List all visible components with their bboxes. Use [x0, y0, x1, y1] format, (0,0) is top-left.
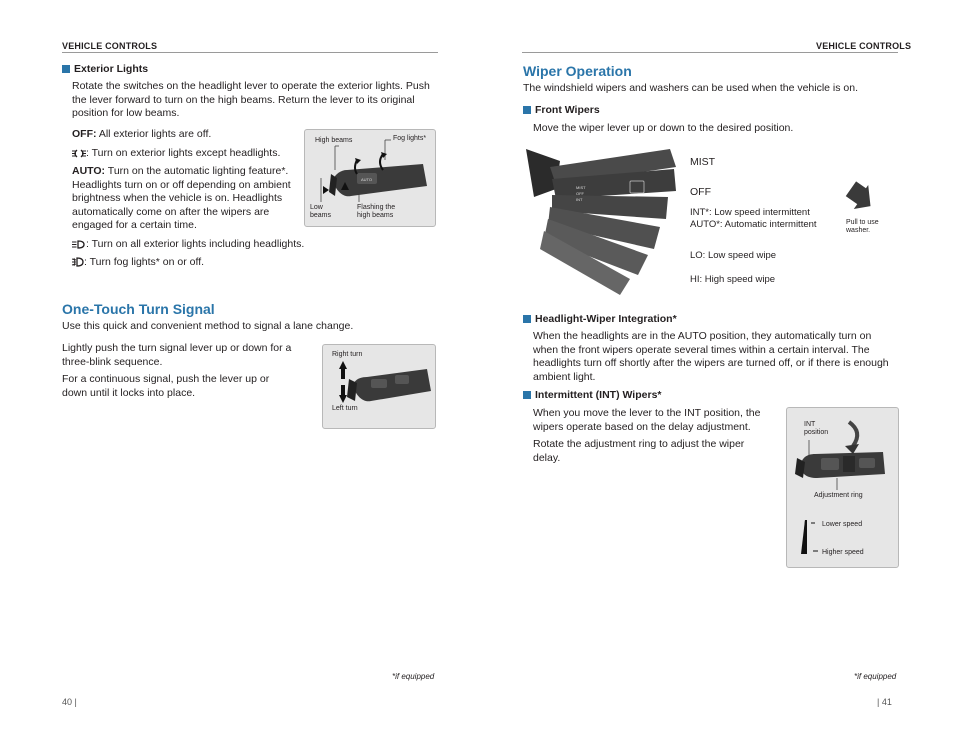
svg-text:OFF: OFF: [576, 191, 584, 196]
int-position-label: INT position: [804, 421, 829, 436]
fog-lights-description: : Turn fog lights* on or off.: [72, 256, 312, 270]
exterior-lights-heading: Exterior Lights: [62, 63, 148, 75]
svg-text:INT: INT: [576, 197, 583, 202]
footnote: *if equipped: [392, 672, 435, 681]
off-mode-label: OFF: [690, 186, 711, 198]
front-wipers-heading: Front Wipers: [523, 104, 600, 116]
exterior-lights-intro: Rotate the switches on the headlight lever to operate the exterior lights. Push the lever forward to turn on the high beams. Return the lever to its original position for low beams.: [72, 80, 430, 119]
low-beams-label: Low beams: [310, 204, 332, 219]
fog-light-icon: [72, 257, 84, 267]
turn-signal-figure: [322, 344, 436, 429]
intermittent-figure: [786, 407, 899, 568]
turn-signal-title: One-Touch Turn Signal: [62, 301, 215, 317]
adjustment-ring-illustration: [787, 408, 898, 567]
integration-heading: Headlight-Wiper Integration*: [523, 313, 677, 325]
auto-description: AUTO: Turn on the automatic lighting feature*. Headlights turn on or off depending on ambient brightness when the vehicle is on. Headlights automatically come on after the wipers are engaged for a certain time.: [72, 165, 291, 231]
mist-mode-label: MIST: [690, 156, 716, 168]
pull-arrow-icon: [846, 183, 876, 211]
section-bullet-icon: [62, 65, 70, 73]
left-turn-label: Left turn: [332, 405, 358, 412]
off-description: OFF: All exterior lights are off.: [72, 128, 212, 140]
page-header: VEHICLE CONTROLS: [62, 41, 158, 51]
headlight-lever-figure: [304, 129, 436, 227]
turn-signal-lever-illustration: [323, 345, 435, 428]
adjustment-ring-label: Adjustment ring: [814, 492, 863, 499]
wiper-operation-title: Wiper Operation: [523, 63, 632, 79]
headlight-icon: [72, 240, 86, 249]
integration-text: When the headlights are in the AUTO position, they automatically turn on when the front wipers operate several times within a certain interval. The headlights turn off shortly after the wipers are turned off, or if there is enough ambient light.: [533, 330, 889, 383]
headlight-lever-illustration: [305, 130, 435, 226]
int-mode-label: INT*: Low speed intermittent AUTO*: Automatic intermittent: [690, 207, 817, 230]
washer-label: Pull to use washer.: [846, 219, 879, 234]
intermittent-para2: Rotate the adjustment ring to adjust the wiper delay.: [533, 438, 745, 464]
turn-signal-intro: Use this quick and convenient method to signal a lane change.: [62, 320, 354, 332]
right-turn-label: Right turn: [332, 351, 363, 358]
footnote: *if equipped: [854, 672, 897, 681]
page-number: 40 |: [62, 697, 77, 707]
page-header: VEHICLE CONTROLS: [816, 41, 912, 51]
right-page: [480, 0, 960, 750]
headlights-description: : Turn on all exterior lights including headlights.: [72, 238, 312, 252]
flashing-high-beams-label: Flashing the high beams: [357, 204, 396, 219]
hi-mode-label: HI: High speed wipe: [690, 274, 776, 285]
page-number: | 41: [877, 697, 892, 707]
fog-lights-label: Fog lights*: [393, 135, 427, 142]
higher-speed-label: Higher speed: [822, 549, 864, 556]
wiper-intro: The windshield wipers and washers can be used when the vehicle is on.: [523, 82, 859, 94]
wiper-lever-illustration: [520, 145, 680, 295]
intermittent-para1: When you move the lever to the INT position, the wipers operate based on the delay adjustment.: [533, 407, 761, 433]
section-bullet-icon: [523, 391, 531, 399]
intermittent-heading: Intermittent (INT) Wipers*: [523, 389, 662, 401]
front-wipers-text: Move the wiper lever up or down to the desired position.: [533, 122, 794, 134]
parking-lights-description: : Turn on exterior lights except headlights.: [72, 147, 294, 161]
parking-lights-icon: [72, 149, 86, 158]
turn-signal-para2: For a continuous signal, push the lever up or down until it locks into place.: [62, 373, 270, 399]
svg-text:AUTO: AUTO: [361, 177, 373, 182]
svg-text:MIST: MIST: [576, 185, 586, 190]
header-rule: [522, 52, 898, 53]
turn-signal-para1: Lightly push the turn signal lever up or down for a three-blink sequence.: [62, 342, 292, 368]
section-bullet-icon: [523, 315, 531, 323]
lo-mode-label: LO: Low speed wipe: [690, 250, 777, 261]
high-beams-label: High beams: [315, 137, 353, 144]
section-bullet-icon: [523, 106, 531, 114]
lower-speed-label: Lower speed: [822, 521, 863, 528]
header-rule: [62, 52, 438, 53]
